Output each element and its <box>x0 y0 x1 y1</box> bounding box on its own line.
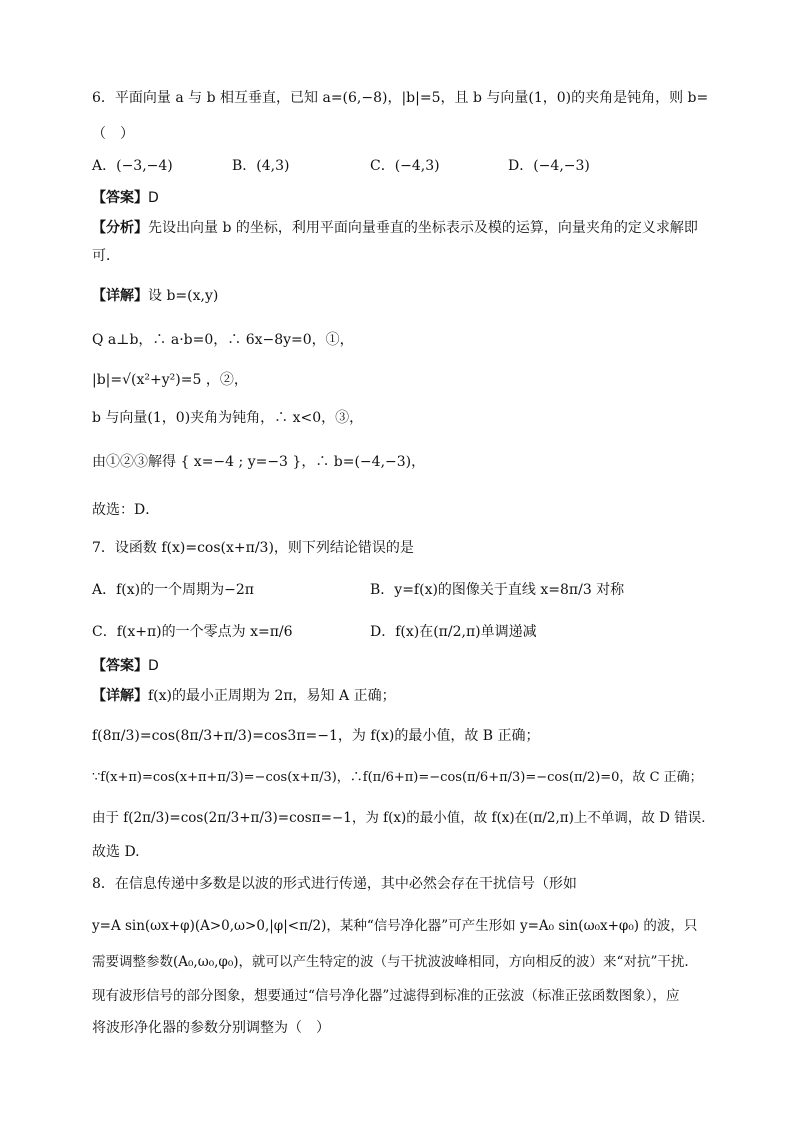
q8-line-4: 现有波形信号的部分图象，想要通过“信号净化器”过滤得到标准的正弦波（标准正弦函数图象），应 <box>92 988 680 1004</box>
q6-stem-blank: （ ） <box>92 126 134 142</box>
q6-option-c: C．(−4,3) <box>370 158 440 174</box>
q7-option-c: C．f(x+π)的一个零点为 x=π/6 <box>92 624 293 640</box>
q6-option-b: B．(4,3) <box>232 158 290 174</box>
q6-analysis-text-cont: 可． <box>92 248 120 264</box>
q7-option-b: B．y=f(x)的图像关于直线 x=8π/3 对称 <box>370 582 625 598</box>
q8-line-2: y=A sin(ωx+φ)(A>0,ω>0,|φ|<π/2)，某种“信号净化器”可产生形如 y=A₀ sin(ω₀x+φ₀) 的波，只 <box>92 918 698 934</box>
q6-answer-value: D <box>148 190 159 206</box>
q7-detail-3: ∵f(x+π)=cos(x+π+π/3)=−cos(x+π/3)，∴f(π/6+π)=−cos(π/6+π/3)=−cos(π/2)=0，故 C 正确； <box>92 770 703 785</box>
q6-option-d: D．(−4,−3) <box>508 158 590 174</box>
q7-detail-4: 由于 f(2π/3)=cos(2π/3+π/3)=cosπ=−1，为 f(x)的最小值，故 f(x)在(π/2,π)上不单调，故 D 错误． <box>92 810 715 826</box>
q6-answer-row <box>92 188 159 208</box>
q6-option-a: A．(−3,−4) <box>92 158 173 174</box>
q6-detail-1: 设 b=(x,y) <box>148 288 219 304</box>
q8-line-5: 将波形净化器的参数分别调整为（ ） <box>92 1020 330 1036</box>
q7-answer-value: D <box>148 658 159 674</box>
q7-option-d: D．f(x)在(π/2,π)单调递减 <box>370 624 537 640</box>
q6-analysis-text: 先设出向量 b 的坐标，利用平面向量垂直的坐标表示及模的运算，向量夹角的定义求解即 <box>148 220 698 236</box>
q6-analysis-label: 【分析】 <box>92 220 148 236</box>
q6-stem: 6．平面向量 a 与 b 相互垂直，已知 a=(6,−8)，|b|=5，且 b 与向量(1，0)的夹角是钝角，则 b= <box>92 90 709 106</box>
q7-option-a: A．f(x)的一个周期为−2π <box>92 582 254 598</box>
q7-detail-row <box>92 686 396 706</box>
q6-detail-row <box>92 286 218 306</box>
q7-detail-1: f(x)的最小正周期为 2π，易知 A 正确； <box>148 688 396 704</box>
q7-stem: 7．设函数 f(x)=cos(x+π/3)，则下列结论错误的是 <box>92 540 414 556</box>
q8-line-1: 8．在信息传递中多数是以波的形式进行传递，其中必然会存在干扰信号（形如 <box>92 876 577 892</box>
q6-detail-2: Q a⊥b，∴ a·b=0，∴ 6x−8y=0，①， <box>92 332 354 348</box>
q8-line-3: 需要调整参数(A₀,ω₀,φ₀)，就可以产生特定的波（与干扰波波峰相同，方向相反的波）来“对抗”干扰. <box>92 954 689 970</box>
q6-detail-6: 故选：D． <box>92 502 160 518</box>
q7-detail-2: f(8π/3)=cos(8π/3+π/3)=cos3π=−1，为 f(x)的最小值，故 B 正确； <box>92 728 540 744</box>
q7-detail-5: 故选 D. <box>92 844 140 860</box>
q6-detail-label: 【详解】 <box>92 288 148 304</box>
q6-detail-3: |b|=√(x²+y²)=5 ，②， <box>92 372 248 388</box>
q6-answer-label: 【答案】 <box>92 190 148 206</box>
q7-detail-label: 【详解】 <box>92 688 148 704</box>
q6-detail-4: b 与向量(1，0)夹角为钝角，∴ x<0，③， <box>92 410 364 426</box>
q6-detail-5: 由①②③解得 { x=−4 ; y=−3 }，∴ b=(−4,−3)， <box>92 454 426 470</box>
q6-analysis-row <box>92 218 698 238</box>
q7-answer-row <box>92 656 159 676</box>
q7-answer-label: 【答案】 <box>92 658 148 674</box>
